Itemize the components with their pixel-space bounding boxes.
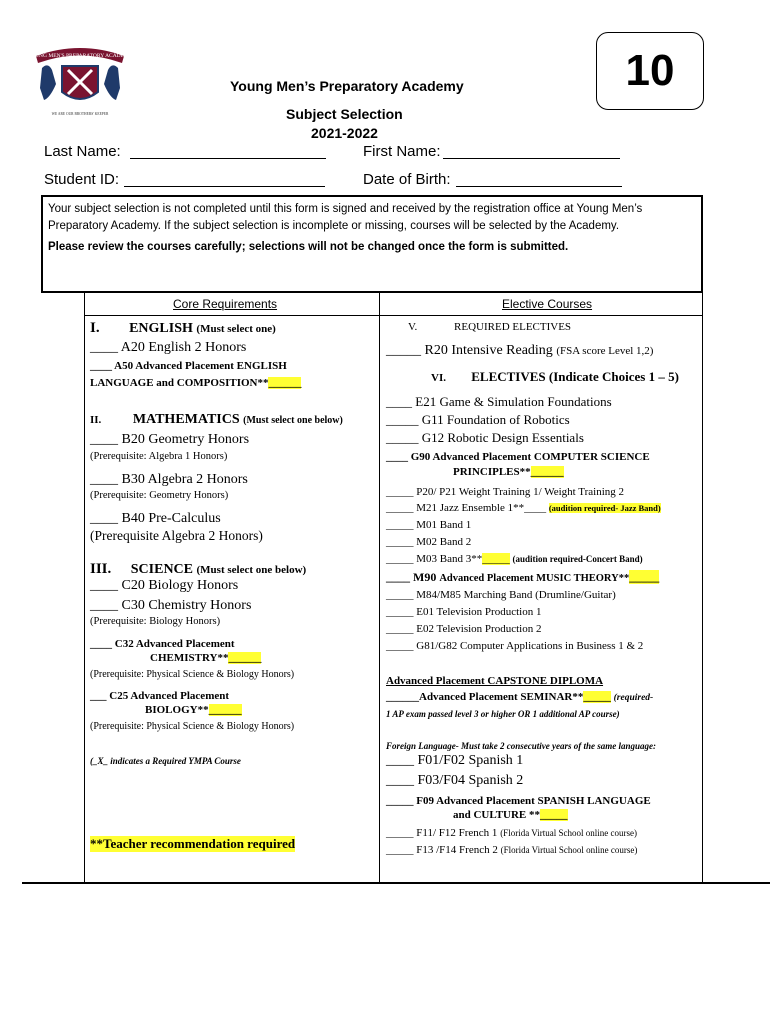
school-logo [30, 40, 130, 120]
right-column-border [702, 293, 703, 883]
dob-field[interactable] [456, 186, 622, 187]
course-m21 [386, 502, 661, 514]
first-name-label: First Name: [363, 143, 441, 160]
course-r20-text[interactable]: _____ R20 Intensive Reading [386, 343, 553, 358]
core-heading: Core Requirements [173, 297, 278, 311]
course-f09-cont [453, 809, 568, 821]
science-roman: III. [90, 561, 112, 577]
english-note: (Must select one) [196, 323, 276, 335]
course-g90-blank[interactable]: ______ [530, 466, 564, 478]
english-heading [90, 320, 276, 337]
course-b30-prereq: (Prerequisite: Geometry Honors) [90, 490, 229, 501]
column-divider [379, 293, 380, 883]
course-a50-cont [90, 377, 301, 389]
grade-box: 10 [596, 32, 704, 110]
first-name-field[interactable] [443, 158, 620, 159]
required-roman: V. [408, 321, 418, 333]
course-g90[interactable]: ____ G90 Advanced Placement COMPUTER SCIENCE [386, 451, 650, 463]
course-a50-text: LANGUAGE and COMPOSITION** [90, 377, 269, 389]
left-column-border [84, 293, 85, 883]
legend-text: indicates a Required YMPA Course [110, 756, 241, 766]
capstone-seminar-blank[interactable]: _____ [583, 691, 611, 703]
course-f11-note: (Florida Virtual School online course) [500, 828, 637, 838]
notice-box [41, 195, 703, 293]
capstone-requirement: 1 AP exam passed level 3 or higher OR 1 additional AP course) [386, 709, 620, 719]
english-title: ENGLISH [129, 321, 193, 336]
course-f03[interactable]: ____ F03/F04 Spanish 2 [386, 773, 524, 788]
logo-banner-text: YOUNG MEN'S PREPARATORY ACADEMY [30, 53, 130, 59]
math-note: (Must select one below) [243, 415, 343, 426]
science-heading [90, 561, 306, 578]
required-title: REQUIRED ELECTIVES [454, 321, 572, 333]
school-name: Young Men’s Preparatory Academy [230, 78, 464, 94]
course-c32-prereq: (Prerequisite: Physical Science & Biology Honors) [90, 669, 295, 680]
notice-text: Your subject selection is not completed until this form is signed and received by the registration office at Young Men’s Preparatory Academy. If the subject selection is incomplete or missing, courses will be selected by the Academy. [48, 203, 643, 232]
form-title: Subject Selection [286, 106, 403, 122]
capstone-heading: Advanced Placement CAPSTONE DIPLOMA [386, 675, 604, 687]
course-c30[interactable]: ____ C30 Chemistry Honors [90, 598, 252, 613]
course-g90-cont [453, 466, 564, 478]
electives-title: ELECTIVES (Indicate Choices 1 – 5) [471, 369, 679, 384]
capstone-seminar-text[interactable]: ______Advanced Placement SEMINAR** [386, 691, 584, 703]
course-c25-text: BIOLOGY** [145, 704, 209, 716]
course-c25-blank[interactable]: ______ [208, 704, 242, 716]
last-name-label: Last Name: [44, 143, 121, 160]
course-r20 [386, 343, 653, 359]
course-a50-blank[interactable]: ______ [268, 377, 302, 389]
course-f11 [386, 827, 637, 839]
course-b20-prereq: (Prerequisite: Algebra 1 Honors) [90, 451, 228, 462]
course-f13-note: (Florida Virtual School online course) [500, 845, 638, 855]
required-electives-heading [408, 321, 571, 333]
course-c30-prereq: (Prerequisite: Biology Honors) [90, 616, 221, 627]
course-f01[interactable]: ____ F01/F02 Spanish 1 [386, 753, 524, 768]
math-roman: II. [90, 414, 102, 426]
language-note: Foreign Language- Must take 2 consecutive years of the same language: [386, 741, 656, 751]
course-c25-prereq: (Prerequisite: Physical Science & Biology Honors) [90, 721, 295, 732]
course-e01[interactable]: _____ E01 Television Production 1 [386, 606, 542, 618]
heading-divider [84, 315, 702, 316]
course-f11-text[interactable]: _____ F11/ F12 French 1 [386, 827, 498, 839]
course-e02[interactable]: _____ E02 Television Production 2 [386, 623, 542, 635]
course-c25-cont [145, 704, 242, 716]
course-f13-text[interactable]: _____ F13 /F14 French 2 [386, 844, 498, 856]
course-f09-blank[interactable]: _____ [540, 809, 568, 821]
school-year: 2021-2022 [311, 125, 378, 141]
course-m90-code[interactable]: ____ M90 [386, 570, 437, 584]
course-c32-text: CHEMISTRY** [150, 652, 229, 664]
course-c20[interactable]: ____ C20 Biology Honors [90, 578, 239, 593]
course-m02[interactable]: _____ M02 Band 2 [386, 536, 472, 548]
course-b40-prereq: (Prerequisite Algebra 2 Honors) [90, 528, 263, 543]
course-m90 [386, 570, 659, 585]
legend [90, 756, 241, 766]
course-m03-blank[interactable]: _____ [482, 553, 510, 565]
course-p20[interactable]: _____ P20/ P21 Weight Training 1/ Weight Training 2 [386, 486, 625, 498]
course-f09-text: and CULTURE ** [453, 809, 541, 821]
course-a20[interactable]: ____ A20 English 2 Honors [90, 340, 247, 355]
course-c32-cont [150, 652, 261, 664]
math-title: MATHEMATICS [132, 412, 240, 427]
bottom-rule [22, 882, 770, 884]
capstone-seminar [386, 691, 653, 703]
course-a50[interactable]: ____ A50 Advanced Placement ENGLISH [90, 360, 287, 372]
course-g12[interactable]: _____ G12 Robotic Design Essentials [386, 430, 584, 445]
course-f09[interactable]: _____ F09 Advanced Placement SPANISH LANGUAGE [386, 795, 651, 807]
logo-tagline: WE ARE OUR BROTHERS' KEEPER [51, 112, 109, 116]
last-name-field[interactable] [130, 158, 326, 159]
course-c25[interactable]: ___ C25 Advanced Placement [90, 690, 230, 702]
course-m84[interactable]: _____ M84/M85 Marching Band (Drumline/Guitar) [386, 589, 616, 601]
course-e21[interactable]: ____ E21 Game & Simulation Foundations [386, 394, 612, 409]
english-roman: I. [90, 320, 100, 336]
electives-heading [431, 369, 679, 385]
course-g90-text: PRINCIPLES** [453, 466, 531, 478]
course-m21-note: (audition required- Jazz Band) [548, 503, 661, 513]
course-m90-text: Advanced Placement MUSIC THEORY** [439, 573, 630, 584]
course-b40[interactable]: ____ B40 Pre-Calculus [90, 511, 221, 526]
elective-heading: Elective Courses [502, 297, 593, 311]
course-m21-text[interactable]: _____ M21 Jazz Ensemble 1**____ [386, 502, 547, 514]
math-heading [90, 412, 343, 428]
course-g81[interactable]: _____ G81/G82 Computer Applications in Business 1 & 2 [386, 640, 644, 652]
course-m03-note: (audition required-Concert Band) [512, 554, 643, 564]
legend-mark: (_X_ [90, 756, 108, 766]
dob-label: Date of Birth: [363, 171, 451, 188]
student-id-field[interactable] [124, 186, 325, 187]
course-r20-note: (FSA score Level 1,2) [556, 345, 654, 357]
course-m01[interactable]: _____ M01 Band 1 [386, 519, 472, 531]
notice-warning: Please review the courses carefully; selections will not be changed once the form is submitted. [48, 241, 569, 253]
science-note: (Must select one below) [196, 564, 307, 576]
course-c32[interactable]: ____ C32 Advanced Placement [90, 638, 235, 650]
course-m03-text[interactable]: _____ M03 Band 3** [386, 553, 483, 565]
course-f13 [386, 844, 637, 856]
course-b30[interactable]: ____ B30 Algebra 2 Honors [90, 472, 248, 487]
science-title: SCIENCE [130, 562, 194, 577]
course-c32-blank[interactable]: ______ [228, 652, 262, 664]
electives-roman: VI. [431, 372, 446, 384]
capstone-seminar-req: (required- [613, 693, 654, 703]
course-m90-blank[interactable]: _____ [629, 570, 660, 584]
teacher-recommendation: **Teacher recommendation required [90, 836, 296, 851]
course-m03 [386, 553, 643, 565]
course-b20[interactable]: ____ B20 Geometry Honors [90, 432, 250, 447]
course-g11[interactable]: _____ G11 Foundation of Robotics [386, 412, 570, 427]
student-id-label: Student ID: [44, 171, 120, 188]
